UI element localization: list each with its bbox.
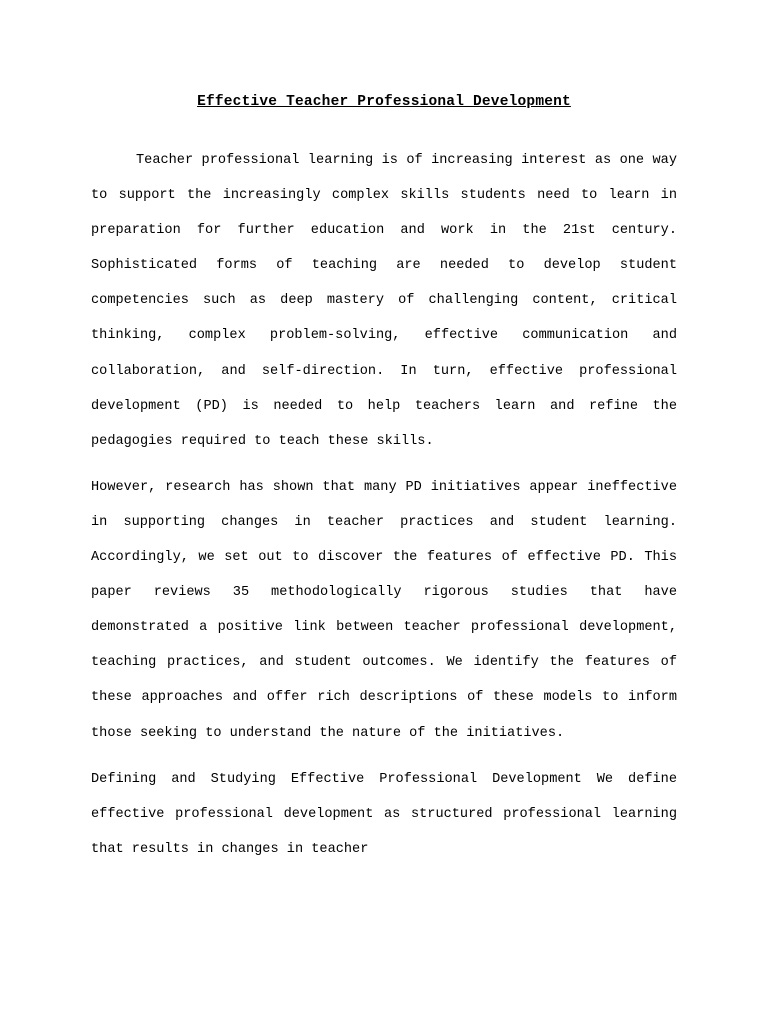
document-title: Effective Teacher Professional Development	[197, 94, 571, 110]
paragraph-intro: Teacher professional learning is of increasing interest as one way to support the increasingly complex skills students need to learn in preparation for further education and work in the 21st century. Sophisticated forms of teaching are needed to develop student competencies such as deep mastery of challenging content, critical thinking, complex problem-solving, effective communication and collaboration, and self-direction. In turn, effective professional development (PD) is needed to help teachers learn and refine the pedagogies required to teach these skills.	[91, 153, 677, 449]
paragraph-defining: Defining and Studying Effective Professional Development We define effective professional development as structured professional learning that results in changes in teacher	[91, 771, 677, 857]
document-page	[91, 92, 677, 867]
paragraph-research: However, research has shown that many PD initiatives appear ineffective in supporting changes in teacher practices and student learning. Accordingly, we set out to discover the features of effective PD. This paper reviews 35 methodologically rigorous studies that have demonstrated a positive link between teacher professional development, teaching practices, and student outcomes. We identify the features of these approaches and offer rich descriptions of these models to inform those seeking to understand the nature of the initiatives.	[91, 479, 677, 741]
